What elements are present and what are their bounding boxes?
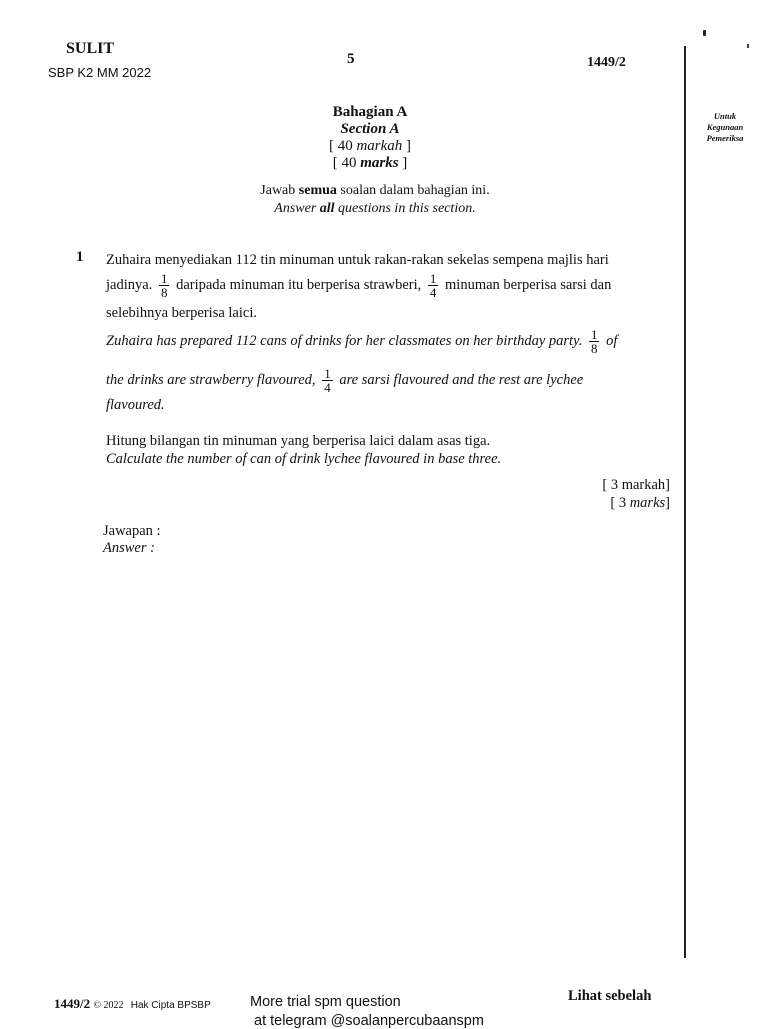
question-ms-line3: selebihnya berperisa laici. [106,305,257,321]
sbp-code: SBP K2 MM 2022 [48,65,152,80]
examiner-note-line: Untuk [713,111,737,121]
section-instruction [220,182,530,218]
task-en: Calculate the number of can of drink lychee flavoured in base three. [106,451,502,467]
marks-en: [ 3 marks] [610,495,670,511]
task-ms: Hitung bilangan tin minuman yang berperisa laici dalam asas tiga. [106,433,491,449]
question-ms-line1: Zuhaira menyediakan 112 tin minuman untuk rakan-rakan sekelas sempena majlis hari [106,252,609,268]
section-heading [300,104,440,172]
answer-label-en: Answer : [103,540,155,556]
question-en-line2: the drinks are strawberry flavoured, $\frac{1}{4}$ are sarsi flavoured and the rest are lychee [106,366,584,396]
section-title-en: Section A [340,121,400,137]
fraction-one-eighth: $\frac{1}{8}$ [160,271,168,301]
instruction-ms: Jawab semua soalan dalam bahagian ini. [260,183,490,198]
marks-ms: [ 3 markah] [602,477,670,493]
question-number: 1 [76,249,84,265]
section-title-ms: Bahagian A [332,104,408,120]
scan-mark [747,44,749,48]
fraction-one-quarter: $\frac{1}{4}$ [429,271,437,301]
footer-copyright: 1449/2 © 2022 Hak Cipta BPSBP [54,996,211,1011]
footer-code: 1449/2 [54,996,91,1011]
question-en-line3: flavoured. [106,397,165,413]
footer-promo-telegram: at telegram @soalanpercubaanspm [254,1013,484,1029]
section-marks-ms: [ 40 markah ] [328,138,412,154]
question-ms-line2: jadinya. $\frac{1}{8}$ daripada minuman itu berperisa strawberi, $\frac{1}{4}$ minuman berperisa sarsi dan [106,271,612,301]
sulit-label: SULIT [66,40,115,57]
section-marks-en: [ 40 marks ] [332,155,408,171]
examiner-note-line: Kegunaan [706,122,744,132]
examiner-margin-line [684,46,686,958]
footer-promo: More trial spm question [250,994,401,1010]
fraction-one-quarter: $\frac{1}{4}$ [324,366,331,396]
examiner-note [695,111,755,144]
question-en-line1: Zuhaira has prepared 112 cans of drinks for her classmates on her birthday party. $\frac{1}{8}$ of [106,327,618,357]
paper-code: 1449/2 [587,55,626,70]
answer-label-ms: Jawapan : [103,523,161,539]
fraction-one-eighth: $\frac{1}{8}$ [590,327,598,357]
instruction-en: Answer all questions in this section. [274,201,476,216]
examiner-note-line: Pemeriksa [706,133,744,143]
footer-lihat-sebelah: Lihat sebelah [568,988,652,1004]
scan-mark [703,30,706,36]
page-number: 5 [347,51,355,67]
